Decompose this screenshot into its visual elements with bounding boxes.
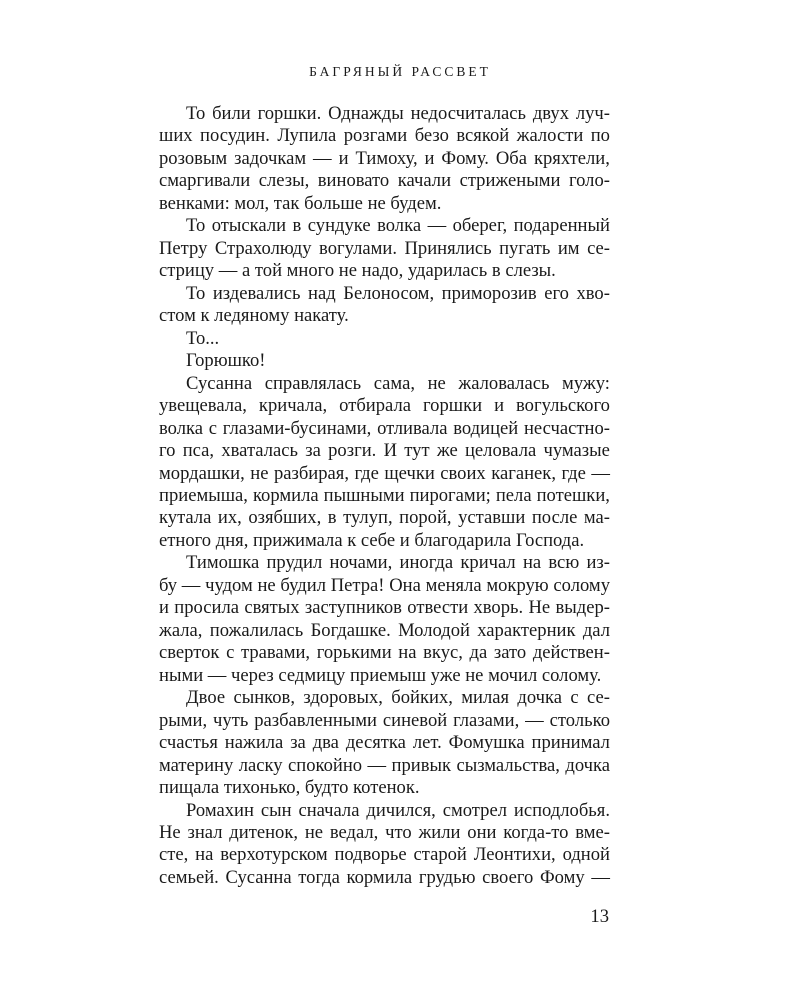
page-number: 13 <box>590 906 609 927</box>
text-line: материну ласку спокойно — привык сызмальства, дочка <box>159 754 610 776</box>
text-line: Не знал дитенок, не ведал, что жили они когда-то вме- <box>159 822 610 843</box>
text-line: розовым задочкам — и Тимоху, и Фому. Оба кряхтели, <box>159 147 610 169</box>
text-line: приемыша, кормила пышными пирогами; пела потешки, <box>159 484 610 506</box>
text-line: сверток с травами, горькими на вкус, да зато действен- <box>159 642 610 664</box>
text-line: кутала их, озябших, в тулуп, порой, уставши после ма- <box>159 507 610 529</box>
text-line: волка с глазами-бусинами, отливала водицей несчастно- <box>159 417 610 439</box>
text-line: го пса, хваталась за розги. И тут же целовала чумазые <box>159 440 610 462</box>
text-line: бу — чудом не будил Петра! Она меняла мокрую солому <box>159 574 610 596</box>
text-line: стрицу — а той много не надо, ударилась в слезы. <box>159 260 556 282</box>
text-line: счастья нажила за два десятка лет. Фомушка принимал <box>159 732 610 754</box>
text-line: Тимошка прудил ночами, иногда кричал на всю из- <box>186 552 610 574</box>
text-line: Горюшко! <box>186 350 266 372</box>
text-line: смаргивали слезы, виновато качали стрижеными голо- <box>159 170 610 192</box>
text-line: ными — через седмицу приемыш уже не мочил солому. <box>159 664 602 686</box>
text-line: етного дня, прижимала к себе и благодарила Господа. <box>159 529 585 551</box>
text-line: Двое сынков, здоровых, бойких, милая дочка с се- <box>186 687 610 709</box>
text-line: стом к ледяному накату. <box>159 305 349 327</box>
text-line: Петру Страхолюду вогулами. Принялись пугать им се- <box>159 237 610 259</box>
text-line: пищала тихонько, будто котенок. <box>159 777 420 799</box>
text-line: венками: мол, так больше не будем. <box>159 192 442 214</box>
text-line: увещевала, кричала, отбирала горшки и вогульского <box>159 395 610 417</box>
text-line: и просила святых заступников отвести хворь. Не выдер- <box>159 597 610 619</box>
text-line: жала, пожалилась Богдашке. Молодой характерник дал <box>159 619 610 641</box>
body-text <box>159 103 610 889</box>
text-line: семьей. Сусанна тогда кормила грудью своего Фому — <box>159 866 610 888</box>
text-line: Сусанна справлялась сама, не жаловалась мужу: <box>186 372 610 394</box>
text-line: мордашки, не разбирая, где щечки своих каганек, где — <box>159 462 610 484</box>
running-head: БАГРЯНЫЙ РАССВЕТ <box>309 64 491 79</box>
text-line: Ромахин сын сначала дичился, смотрел исподлобья. <box>186 799 610 821</box>
text-line: рыми, чуть разбавленными синевой глазами, — столько <box>159 709 610 731</box>
text-line: То отыскали в сундуке волка — оберег, подаренный <box>186 215 610 237</box>
text-line: ших посудин. Лупила розгами безо всякой жалости по <box>159 125 610 147</box>
text-line: То издевались над Белоносом, приморозив его хво- <box>186 282 610 304</box>
text-line: То били горшки. Однажды недосчиталась двух луч- <box>186 103 610 124</box>
text-line: сте, на верхотурском подворье старой Леонтихи, одной <box>159 844 610 866</box>
text-line: То... <box>186 327 220 349</box>
